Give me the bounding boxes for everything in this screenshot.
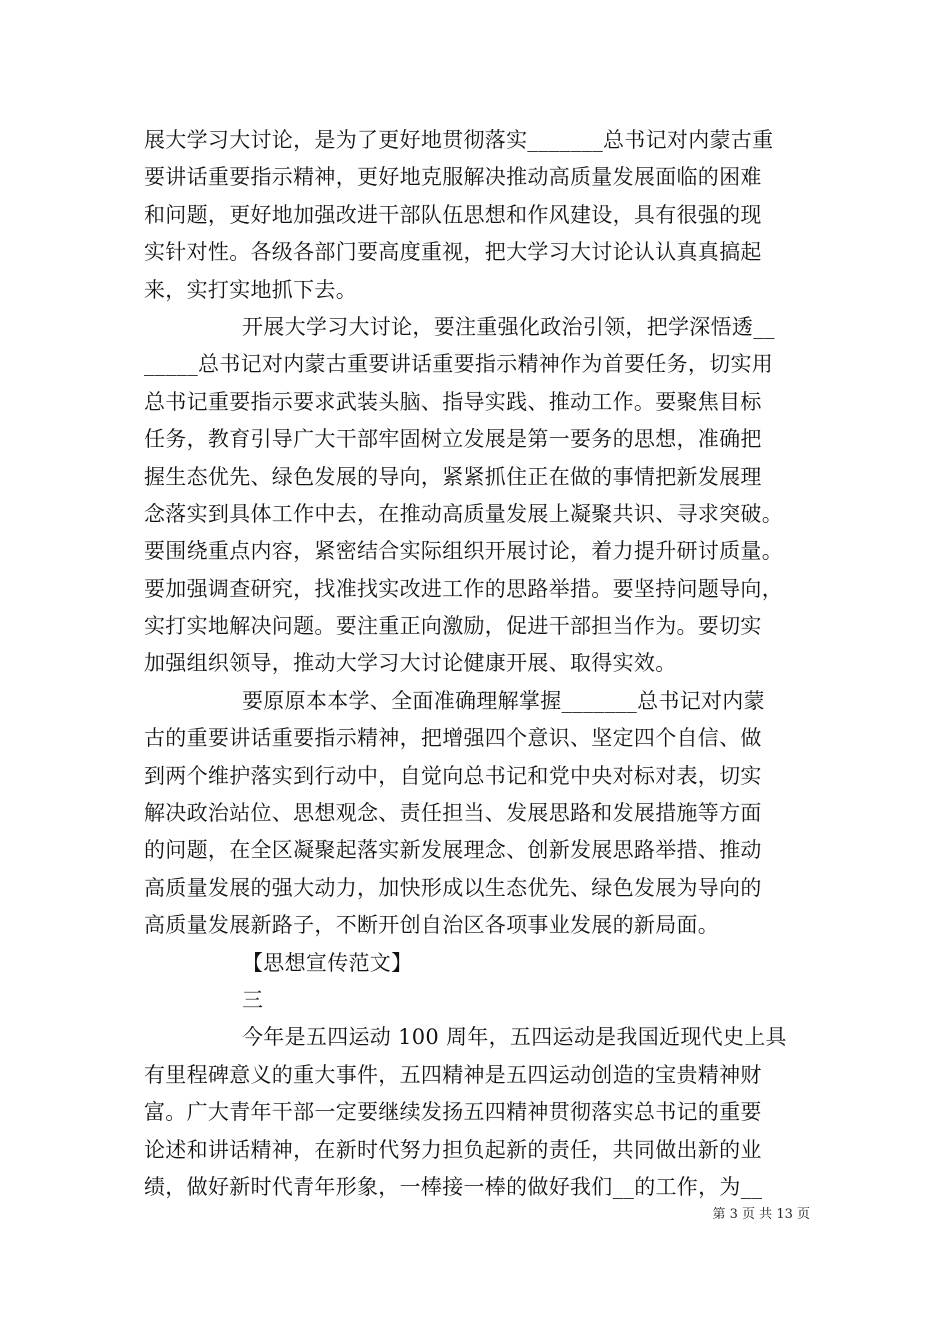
text-line: 要加强调查研究，找准找实改进工作的思路举措。要坚持问题导向， [144,576,783,601]
text-line: 富。广大青年干部一定要继续发扬五四精神贯彻落实总书记的重要 [144,1100,762,1125]
paragraph-start-line: 要原原本本学、全面准确理解掌握_______总书记对内蒙 [242,688,765,713]
section-number: 三 [242,987,264,1012]
text-line: 展大学习大讨论，是为了更好地贯彻落实_______总书记对内蒙古重 [144,128,774,152]
text-line: 绩，做好新时代青年形象，一棒接一棒的做好我们__的工作，为__ [144,1174,763,1199]
text-line: 高质量发展新路子，不断开创自治区各项事业发展的新局面。 [144,913,720,938]
text-line: 任务，教育引导广大干部牢固树立发展是第一要务的思想，准确把 [144,427,762,452]
text-line: 古的重要讲话重要指示精神，把增强四个意识、坚定四个自信、做 [144,726,762,751]
text-line: 有里程碑意义的重大事件，五四精神是五四运动创造的宝贵精神财 [144,1062,762,1087]
section-heading: 【思想宣传范文】 [242,950,413,975]
text-line: 到两个维护落实到行动中，自觉向总书记和党中央对标对表，切实 [144,763,762,788]
text-line: 论述和讲话精神，在新时代努力担负起新的责任，共同做出新的业 [144,1137,762,1162]
text-line: 要讲话重要指示精神，更好地克服解决推动高质量发展面临的困难 [144,165,762,190]
text-line: 的问题，在全区凝聚起落实新发展理念、创新发展思路举措、推动 [144,838,762,863]
text-line: 解决政治站位、思想观念、责任担当、发展思路和发展措施等方面 [144,801,762,826]
text-line: 来，实打实地抓下去。 [144,277,357,302]
text-line: 实针对性。各级各部门要高度重视，把大学习大讨论认认真真搞起 [144,240,762,265]
text-line: 握生态优先、绿色发展的导向，紧紧抓住正在做的事情把新发展理 [144,464,762,489]
text-line: 要围绕重点内容，紧密结合实际组织开展讨论，着力提升研讨质量。 [144,539,783,564]
text-line: 总书记重要指示要求武装头脑、指导实践、推动工作。要聚焦目标 [144,389,762,414]
text-line: 实打实地解决问题。要注重正向激励，促进干部担当作为。要切实 [144,614,762,639]
paragraph-start-line: 今年是五四运动 100 周年，五四运动是我国近现代史上具 [242,1025,787,1050]
text-line: 高质量发展的强大动力，加快形成以生态优先、绿色发展为导向的 [144,875,762,900]
paragraph-start-line: 开展大学习大讨论，要注重强化政治引领，把学深悟透__ [242,314,775,339]
text-line: _____总书记对内蒙古重要讲话重要指示精神作为首要任务，切实用 [144,352,774,377]
page-number: 第 3 页 共 13 页 [712,1207,810,1222]
body-text [144,122,810,1206]
text-line: 和问题，更好地加强改进干部队伍思想和作风建设，具有很强的现 [144,202,762,227]
text-line: 念落实到具体工作中去，在推动高质量发展上凝聚共识、寻求突破。 [144,501,783,526]
text-line: 加强组织领导，推动大学习大讨论健康开展、取得实效。 [144,651,677,676]
